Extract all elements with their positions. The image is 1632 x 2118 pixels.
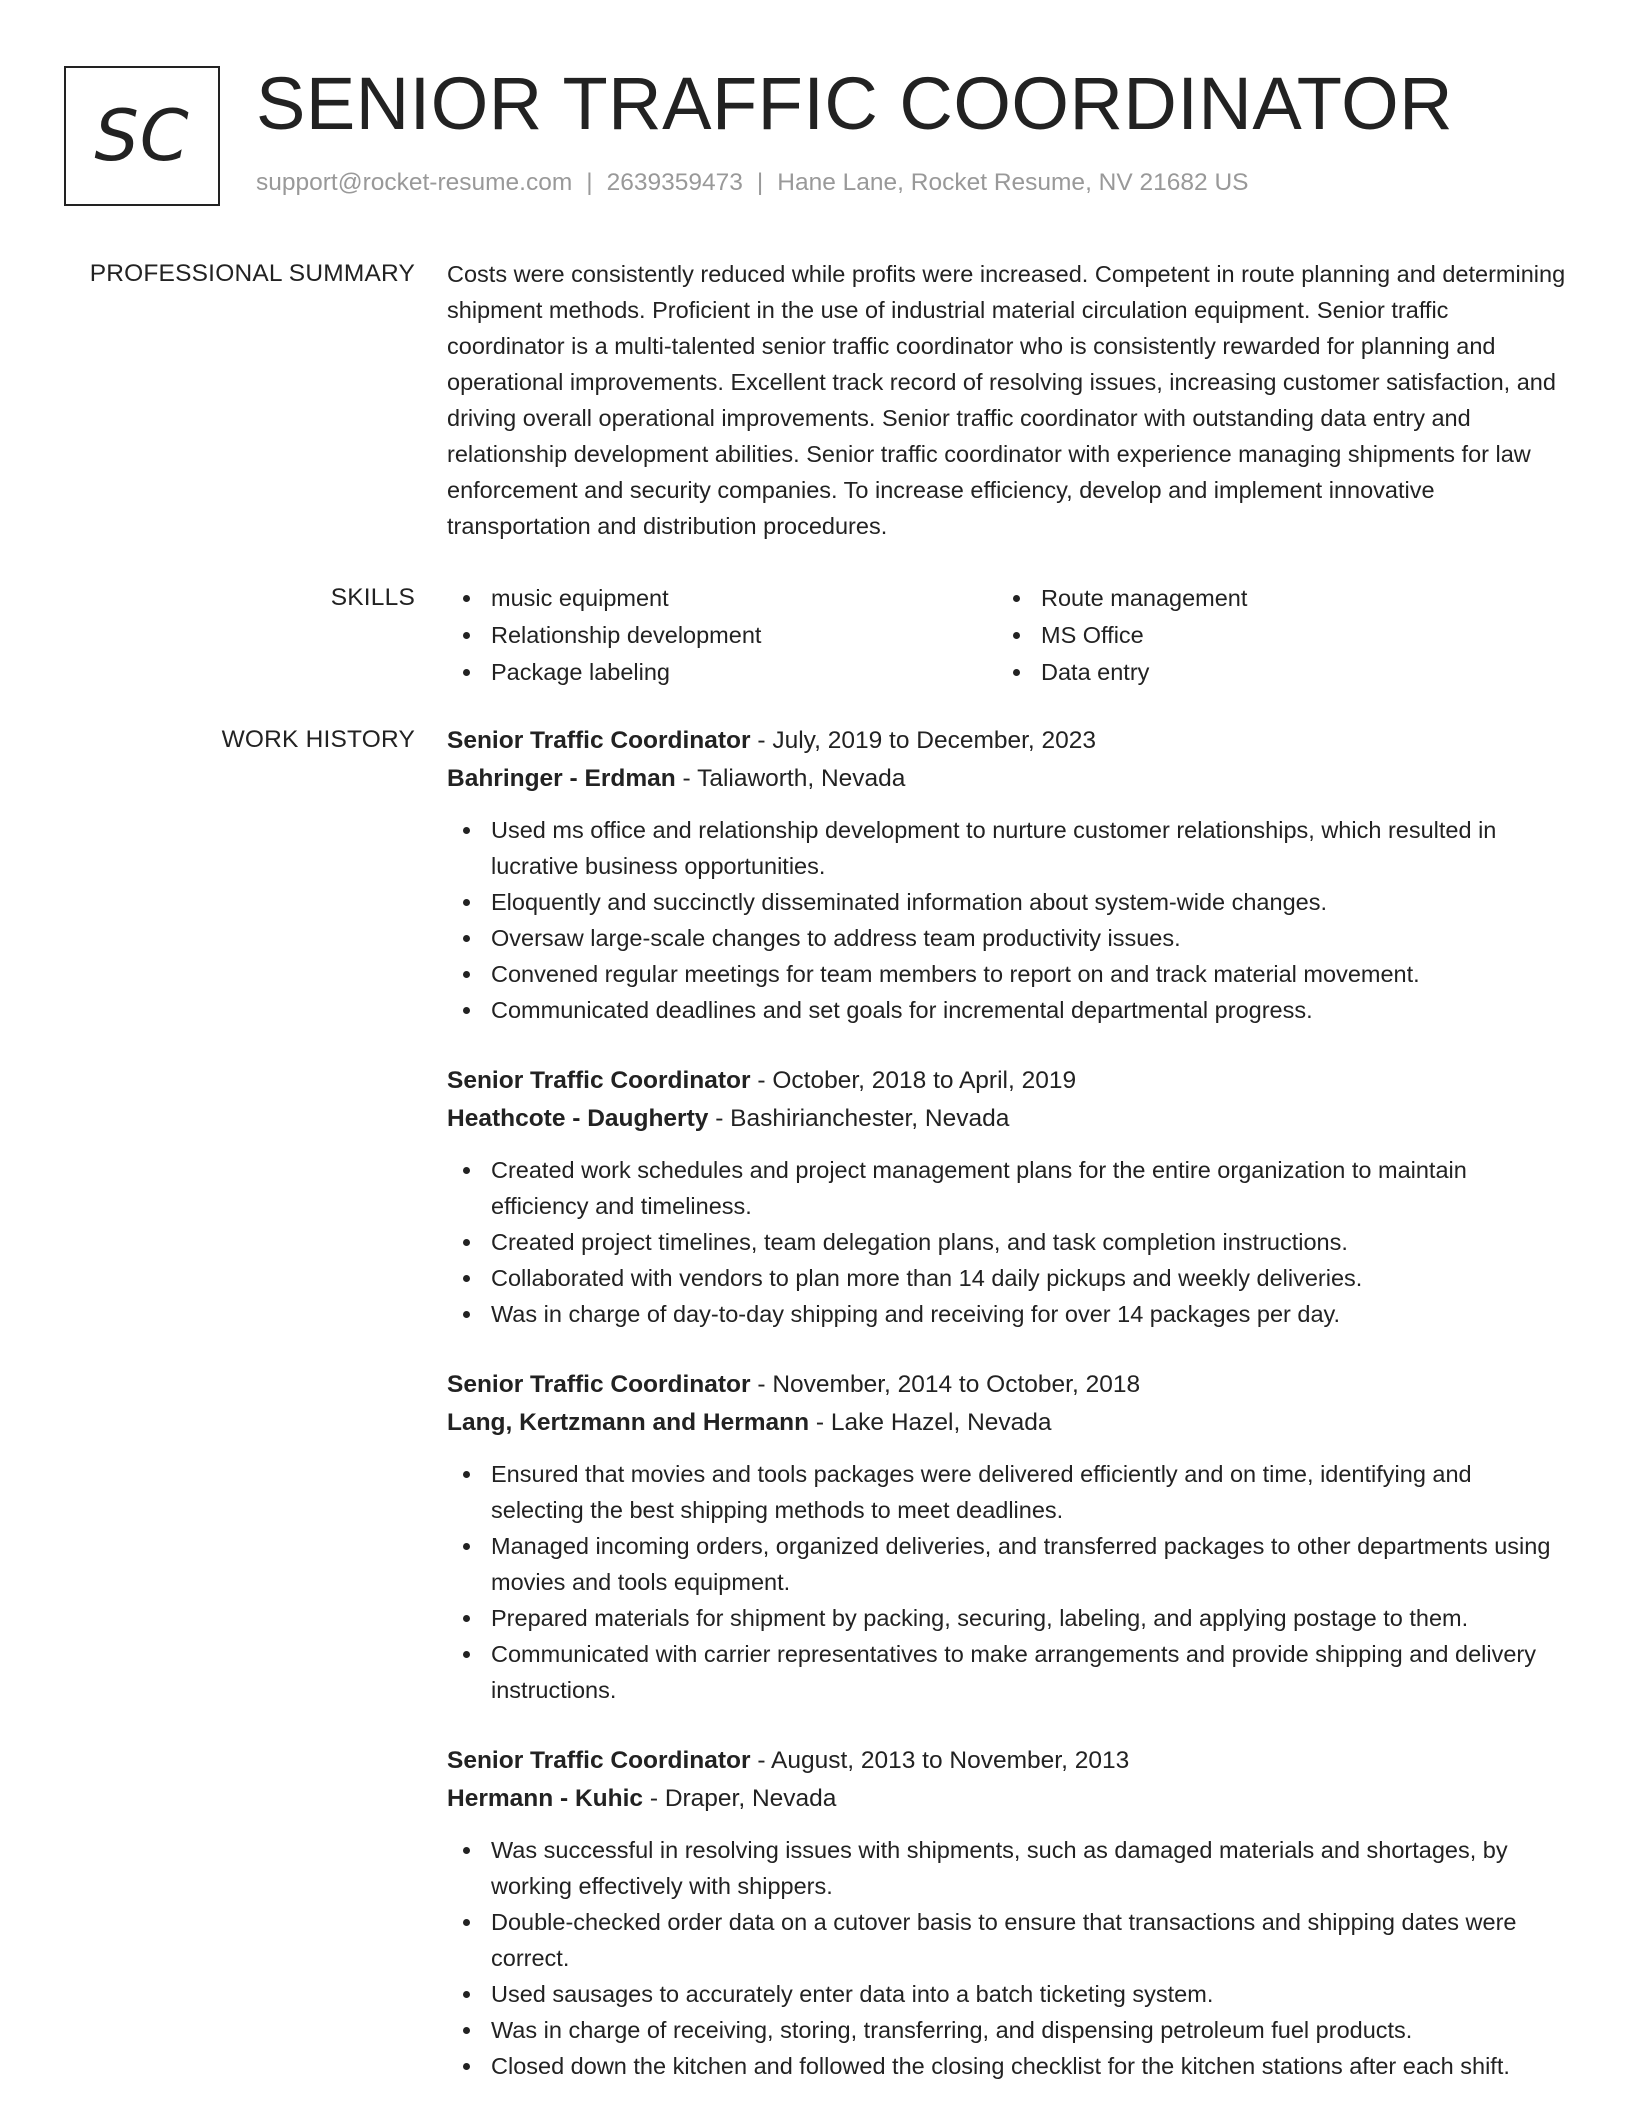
contact-address: Hane Lane, Rocket Resume, NV 21682 US xyxy=(777,169,1249,196)
job-dash: - xyxy=(809,1409,831,1436)
job-company: Hermann - Kuhic xyxy=(447,1785,644,1812)
monogram-logo: SC xyxy=(64,66,220,206)
skills-list xyxy=(447,580,1567,690)
duty-item: Managed incoming orders, organized deliveries, and transferred packages to other departments using movies and tools equipment. xyxy=(447,1528,1567,1600)
duty-item: Eloquently and succinctly disseminated information about system-wide changes. xyxy=(447,884,1567,920)
resume-header xyxy=(64,62,1568,211)
job-dates: July, 2019 to December, 2023 xyxy=(772,727,1097,754)
summary-text: Costs were consistently reduced while profits were increased. Competent in route planning and determining shipment methods. Proficient in the use of industrial material circulation equipment. Senior traffic coordinator is a multi-talented senior traffic coordinator who is consistently rewarded for planning and operational improvements. Excellent track record of resolving issues, increasing customer satisfaction, and driving overall operational improvements. Senior traffic coordinator with outstanding data entry and relationship development abilities. Senior traffic coordinator with experience managing shipments for law enforcement and security companies. To increase efficiency, develop and implement innovative transportation and distribution procedures. xyxy=(447,261,1566,539)
duty-item: Double-checked order data on a cutover basis to ensure that transactions and shipping dates were correct. xyxy=(447,1904,1567,1976)
job-company: Heathcote - Daugherty xyxy=(447,1105,709,1132)
duty-item: Used sausages to accurately enter data into a batch ticketing system. xyxy=(447,1976,1567,2012)
job-location: Bashirianchester, Nevada xyxy=(730,1105,1010,1132)
job-entry xyxy=(447,722,1567,1028)
duty-item: Was in charge of receiving, storing, transferring, and dispensing petroleum fuel products. xyxy=(447,2012,1567,2048)
job-company-line xyxy=(447,760,1567,798)
job-dash: - xyxy=(675,765,698,792)
job-duties xyxy=(447,1832,1567,2084)
job-title-line xyxy=(447,722,1567,760)
job-dash: - xyxy=(750,1371,773,1398)
job-company: Bahringer - Erdman xyxy=(447,765,676,792)
skills-body xyxy=(447,580,1567,690)
summary-heading: PROFESSIONAL SUMMARY xyxy=(89,260,415,287)
job-title-line xyxy=(447,1742,1567,1780)
job-title: Senior Traffic Coordinator xyxy=(447,1747,751,1774)
job-entry xyxy=(447,1742,1567,2084)
resume-title: SENIOR TRAFFIC COORDINATOR xyxy=(256,62,1454,145)
work-history-body xyxy=(447,722,1567,2118)
contact-separator: | xyxy=(586,169,593,196)
skill-item: Data entry xyxy=(997,654,1547,690)
skill-item: music equipment xyxy=(447,580,997,616)
summary-body xyxy=(447,256,1567,544)
skill-item: Route management xyxy=(997,580,1547,616)
job-duties xyxy=(447,1152,1567,1332)
contact-email: support@rocket-resume.com xyxy=(256,169,573,196)
job-title-line xyxy=(447,1366,1567,1404)
job-company-line xyxy=(447,1780,1567,1818)
title-block xyxy=(256,56,1568,200)
duty-item: Ensured that movies and tools packages were delivered efficiently and on time, identifying and selecting the best shipping methods to meet deadlines. xyxy=(447,1456,1567,1528)
job-entry xyxy=(447,1062,1567,1332)
duty-item: Oversaw large-scale changes to address team productivity issues. xyxy=(447,920,1567,956)
duty-item: Communicated deadlines and set goals for incremental departmental progress. xyxy=(447,992,1567,1028)
contact-phone: 2639359473 xyxy=(606,169,743,196)
skills-heading: SKILLS xyxy=(330,584,415,611)
job-duties xyxy=(447,812,1567,1028)
job-company-line xyxy=(447,1404,1567,1442)
job-dates: November, 2014 to October, 2018 xyxy=(772,1371,1141,1398)
duty-item: Prepared materials for shipment by packing, securing, labeling, and applying postage to them. xyxy=(447,1600,1567,1636)
job-location: Draper, Nevada xyxy=(664,1785,837,1812)
duty-item: Created project timelines, team delegation plans, and task completion instructions. xyxy=(447,1224,1567,1260)
job-dash: - xyxy=(750,727,773,754)
job-dash: - xyxy=(750,1067,773,1094)
skill-item: MS Office xyxy=(997,617,1547,653)
duty-item: Communicated with carrier representatives to make arrangements and provide shipping and delivery instructions. xyxy=(447,1636,1567,1708)
duty-item: Was in charge of day-to-day shipping and receiving for over 14 packages per day. xyxy=(447,1296,1567,1332)
work-history-heading: WORK HISTORY xyxy=(221,726,415,753)
job-company-line xyxy=(447,1100,1567,1138)
job-title: Senior Traffic Coordinator xyxy=(447,1067,751,1094)
job-dash: - xyxy=(643,1785,665,1812)
skill-item: Relationship development xyxy=(447,617,997,653)
contact-line xyxy=(256,166,1568,200)
contact-separator: | xyxy=(756,169,764,196)
duty-item: Used ms office and relationship development to nurture customer relationships, which resulted in lucrative business opportunities. xyxy=(447,812,1567,884)
job-dash: - xyxy=(708,1105,731,1132)
job-dates: October, 2018 to April, 2019 xyxy=(772,1067,1077,1094)
duty-item: Was successful in resolving issues with shipments, such as damaged materials and shortages, by working effectively with shippers. xyxy=(447,1832,1567,1904)
job-dates: August, 2013 to November, 2013 xyxy=(770,1747,1130,1774)
duty-item: Collaborated with vendors to plan more than 14 daily pickups and weekly deliveries. xyxy=(447,1260,1567,1296)
skill-item: Package labeling xyxy=(447,654,997,690)
duty-item: Created work schedules and project management plans for the entire organization to maintain efficiency and timeliness. xyxy=(447,1152,1567,1224)
job-title-line xyxy=(447,1062,1567,1100)
duty-item: Convened regular meetings for team members to report on and track material movement. xyxy=(447,956,1567,992)
job-duties xyxy=(447,1456,1567,1708)
job-entry xyxy=(447,1366,1567,1708)
job-title: Senior Traffic Coordinator xyxy=(447,727,751,754)
job-dash: - xyxy=(750,1747,771,1774)
job-location: Lake Hazel, Nevada xyxy=(830,1409,1052,1436)
job-location: Taliaworth, Nevada xyxy=(697,765,906,792)
job-title: Senior Traffic Coordinator xyxy=(447,1371,751,1398)
duty-item: Closed down the kitchen and followed the closing checklist for the kitchen stations after each shift. xyxy=(447,2048,1567,2084)
job-company: Lang, Kertzmann and Hermann xyxy=(447,1409,810,1436)
